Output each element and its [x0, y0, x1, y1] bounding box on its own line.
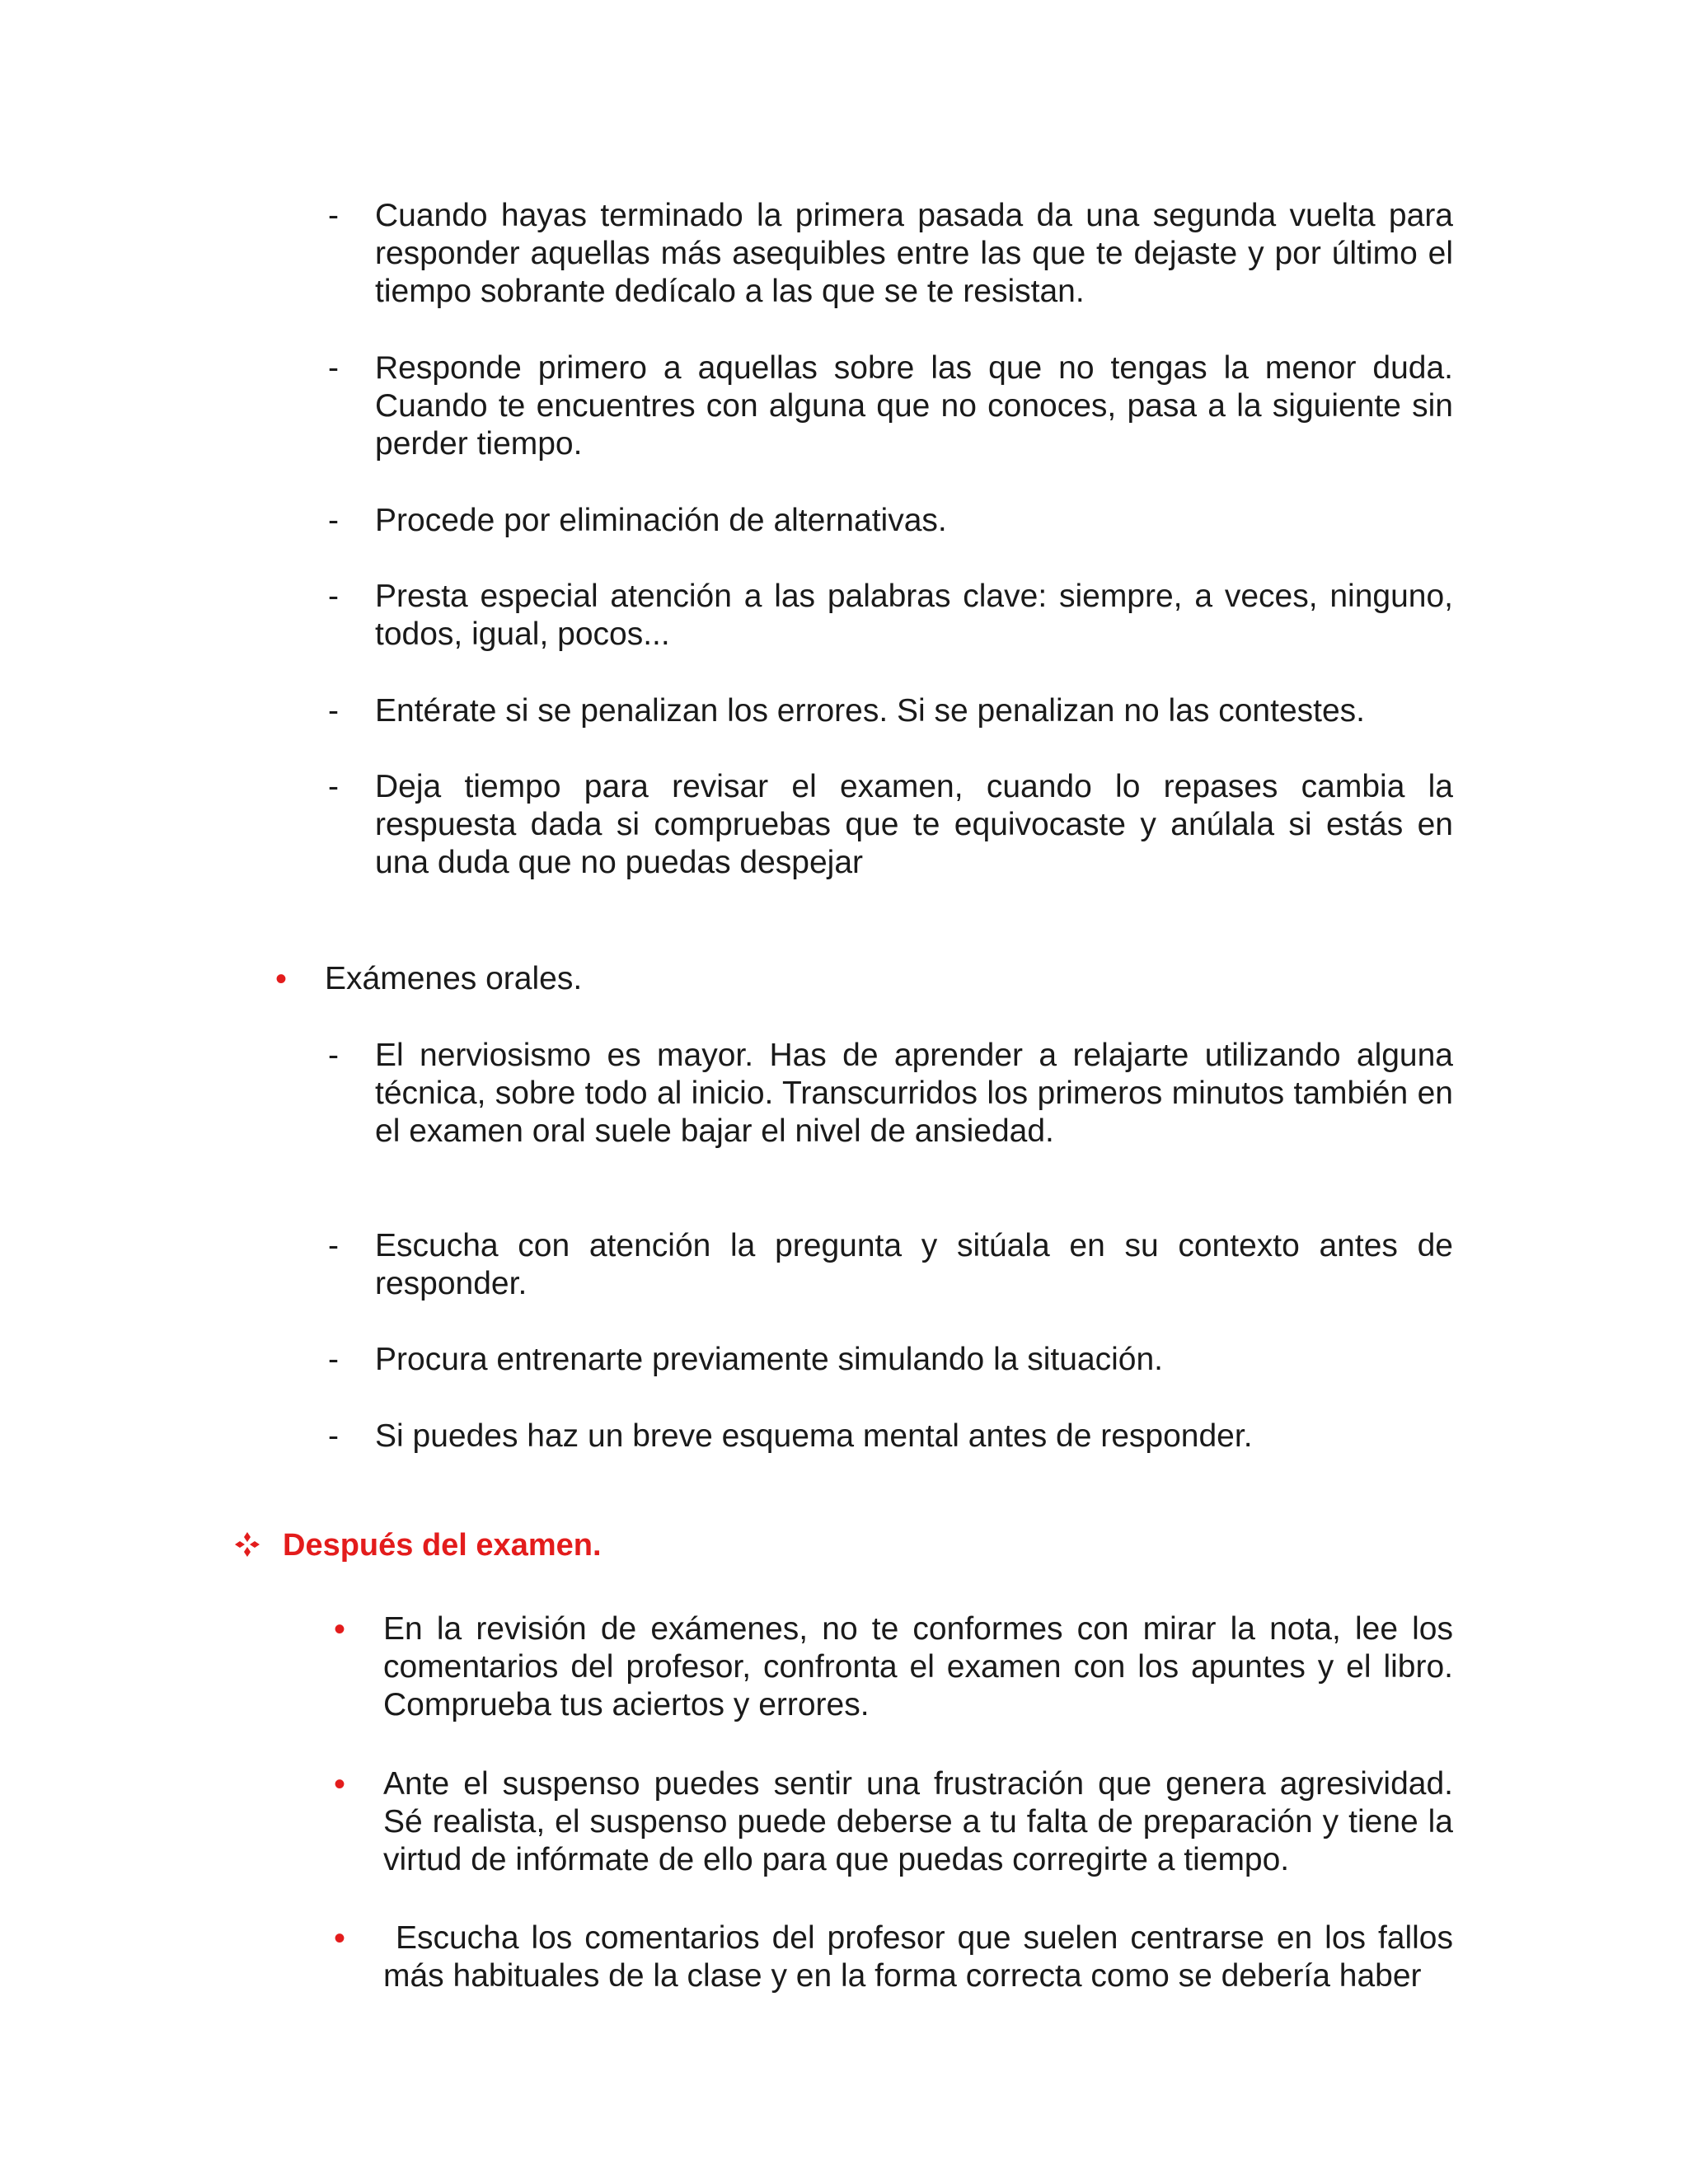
list-item-text: Presta especial atención a las palabras clave: siempre, a veces, ninguno, todos, igual, pocos... — [375, 579, 1453, 652]
dash-marker: - — [328, 1038, 339, 1073]
bullet-icon: • — [275, 961, 288, 997]
dash-list-item — [328, 349, 1453, 463]
list-item-text: Ante el suspenso puedes sentir una frustración que genera agresividad. Sé realista, el suspenso puede deberse a tu falta de preparación y tiene la virtud de infórmate de ello para que puedas corregirte a tiempo. — [383, 1766, 1453, 1877]
dash-list-item — [328, 768, 1453, 882]
bullet-list-item — [334, 1765, 1453, 1879]
dash-marker: - — [328, 693, 339, 729]
section-heading — [233, 1526, 602, 1564]
oral-exams-heading — [275, 960, 1067, 998]
dash-list-item — [328, 1037, 1453, 1151]
dash-marker: - — [328, 1228, 339, 1263]
dash-marker: - — [328, 350, 339, 386]
list-item-text: Si puedes haz un breve esquema mental antes de responder. — [375, 1418, 1253, 1454]
list-item-text: Procede por eliminación de alternativas. — [375, 503, 947, 538]
dash-list-item — [328, 502, 1453, 540]
bullet-list-item — [334, 1610, 1453, 1724]
list-item-text: Procura entrenarte previamente simulando la situación. — [375, 1342, 1164, 1377]
dash-marker: - — [328, 579, 339, 614]
bullet-list-item — [334, 1919, 1462, 1995]
oral-exams-title: Exámenes orales. — [325, 961, 583, 996]
dash-marker: - — [328, 198, 339, 233]
four-diamond-icon — [233, 1530, 261, 1558]
bullet-icon: • — [334, 1766, 346, 1802]
list-item-text: Responde primero a aquellas sobre las que no tengas la menor duda. Cuando te encuentres con alguna que no conoces, pasa a la siguiente sin perder tiempo. — [375, 350, 1453, 462]
list-item-text: Escucha los comentarios del profesor que suelen centrarse en los fallos más habituales de la clase y en la forma correcta como se debería haber — [383, 1920, 1462, 1994]
dash-marker: - — [328, 1418, 339, 1454]
dash-list-item — [328, 692, 1453, 730]
dash-list-item — [328, 578, 1453, 654]
bullet-icon: • — [334, 1611, 346, 1647]
dash-list-item — [328, 1227, 1453, 1303]
dash-marker: - — [328, 503, 339, 538]
list-item-text: En la revisión de exámenes, no te conformes con mirar la nota, lee los comentarios del profesor, confronta el examen con los apuntes y el libro. Comprueba tus aciertos y errores. — [383, 1611, 1453, 1722]
list-item-text: Cuando hayas terminado la primera pasada da una segunda vuelta para responder aquellas más asequibles entre las que te dejaste y por último el tiempo sobrante dedícalo a las que se te resistan. — [375, 198, 1453, 309]
list-item-text: El nerviosismo es mayor. Has de aprender a relajarte utilizando alguna técnica, sobre todo al inicio. Transcurridos los primeros minutos también en el examen oral suele bajar el nivel de ansiedad. — [375, 1038, 1453, 1149]
list-item-text: Entérate si se penalizan los errores. Si se penalizan no las contestes. — [375, 693, 1366, 729]
dash-marker: - — [328, 1342, 339, 1377]
dash-list-item — [328, 1418, 1453, 1455]
list-item-text: Escucha con atención la pregunta y sitúala en su contexto antes de responder. — [375, 1228, 1453, 1301]
section-heading-text: Después del examen. — [283, 1528, 602, 1563]
dash-list-item — [328, 1341, 1453, 1379]
dash-marker: - — [328, 769, 339, 804]
dash-list-item — [328, 197, 1453, 311]
list-item-text: Deja tiempo para revisar el examen, cuando lo repases cambia la respuesta dada si compruebas que te equivocaste y anúlala si estás en una duda que no puedas despejar — [375, 769, 1453, 880]
bullet-icon: • — [334, 1920, 346, 1957]
